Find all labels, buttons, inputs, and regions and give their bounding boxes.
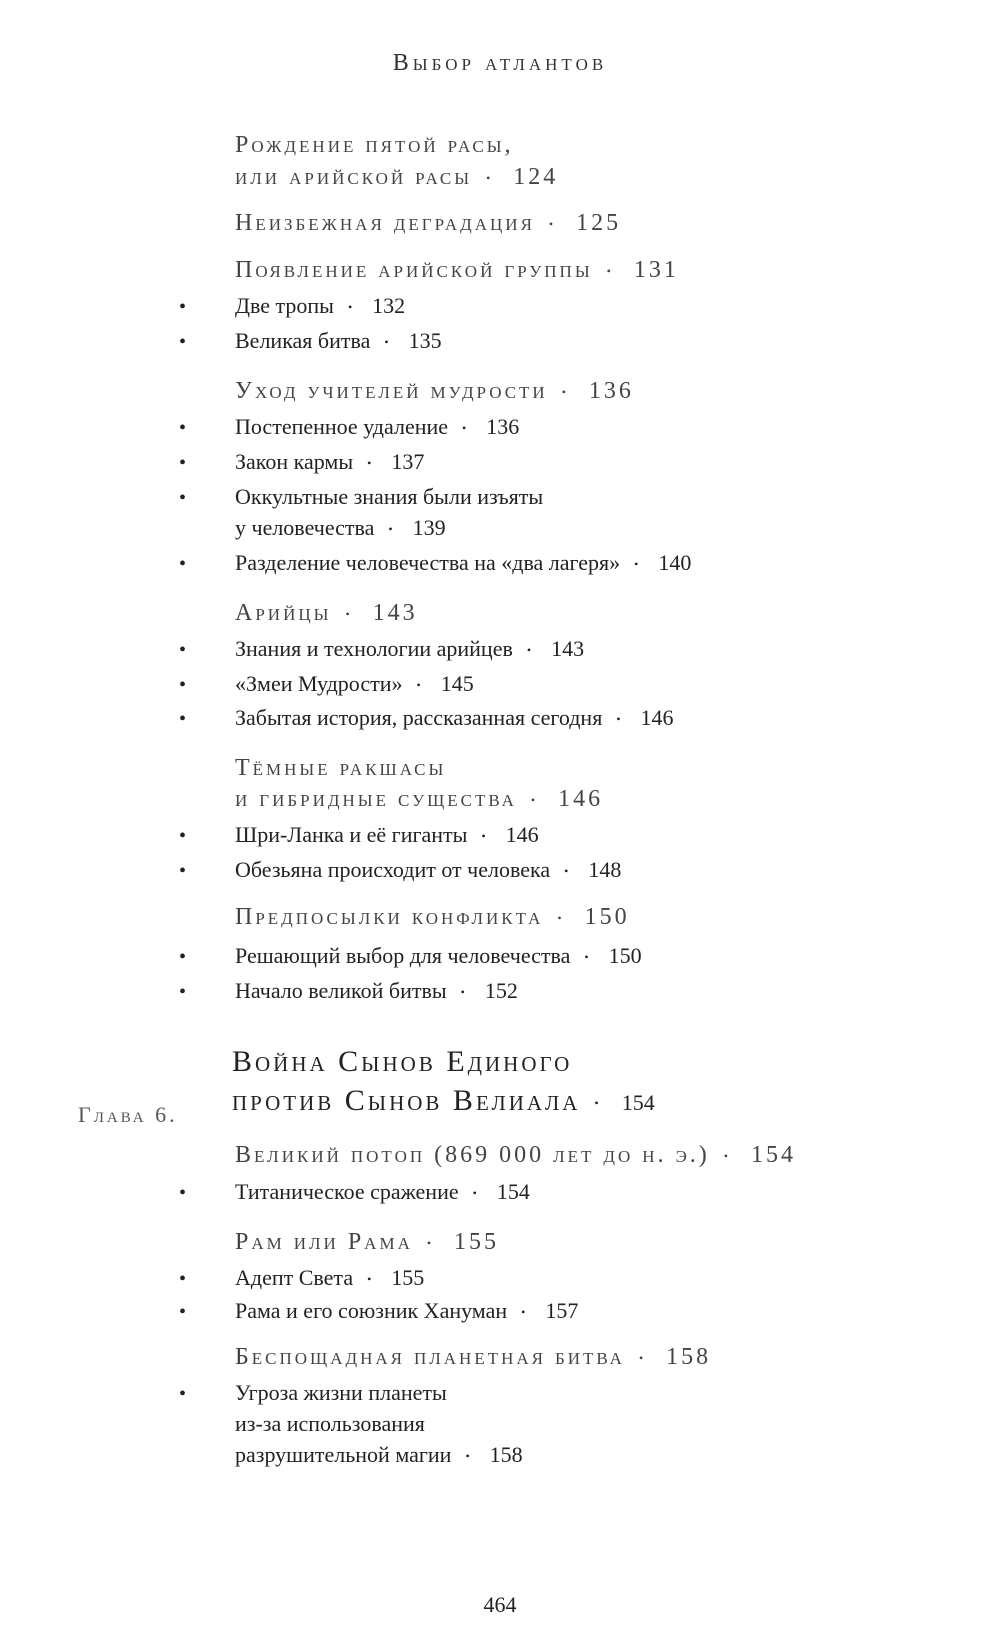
toc-item: разрушительной магии • 158 <box>235 1442 523 1467</box>
toc-item: Постепенное удаление • 136 <box>235 414 520 439</box>
page-ref: 143 <box>551 636 585 661</box>
toc-item: Адепт Света • 155 <box>235 1265 425 1290</box>
toc-item: Две тропы • 132 <box>235 293 406 318</box>
page-ref: 152 <box>484 978 518 1003</box>
chapter-title: против Сынов Велиала • 154 <box>232 1084 655 1117</box>
chapter-title: Война Сынов Единого <box>232 1045 573 1078</box>
toc-section: Предпосылки конфликта • 150 <box>235 904 630 930</box>
page-ref: 154 <box>496 1179 530 1204</box>
toc-item: Начало великой битвы • 152 <box>235 978 518 1003</box>
toc-section: Беспощадная планетная битва • 158 <box>235 1344 712 1370</box>
list-bullet: • <box>179 553 187 575</box>
page-ref: 140 <box>658 550 692 575</box>
toc-item: Титаническое сражение • 154 <box>235 1179 530 1204</box>
toc-item: Рама и его союзник Хануман • 157 <box>235 1298 579 1323</box>
toc-section-title: и гибридные существа • 146 <box>235 786 604 812</box>
page-ref: 154 <box>751 1142 796 1168</box>
list-bullet: • <box>179 487 187 509</box>
toc-section: Рам или Рама • 155 <box>235 1229 500 1255</box>
toc-item: Шри-Ланка и её гиганты • 146 <box>235 822 539 847</box>
toc-section-title: Рождение пятой расы, <box>235 132 514 158</box>
toc-item: Обезьяна происходит от человека • 148 <box>235 857 622 882</box>
list-bullet: • <box>179 296 187 318</box>
page-ref: 148 <box>588 857 622 882</box>
page-ref: 137 <box>391 449 425 474</box>
toc-section: Великий потоп (869 000 лет до н. э.) • 154 <box>235 1142 796 1168</box>
list-bullet: • <box>179 981 187 1003</box>
toc-section-title: или арийской расы • 124 <box>235 164 559 190</box>
toc-section: Уход учителей мудрости • 136 <box>235 378 634 404</box>
toc-section: Появление арийской группы • 131 <box>235 257 679 283</box>
page-ref: 146 <box>505 822 539 847</box>
page-ref: 131 <box>633 257 679 283</box>
toc-item: «Змеи Мудрости» • 145 <box>235 671 474 696</box>
page-ref: 154 <box>621 1090 655 1115</box>
toc-section-title: Тёмные ракшасы <box>235 755 447 781</box>
list-bullet: • <box>179 1301 187 1323</box>
toc-item: у человечества • 139 <box>235 515 446 540</box>
list-bullet: • <box>179 452 187 474</box>
chapter-label: Глава 6. <box>78 1102 178 1127</box>
list-bullet: • <box>179 417 187 439</box>
list-bullet: • <box>179 674 187 696</box>
page-ref: 155 <box>454 1229 500 1255</box>
page-ref: 150 <box>584 904 630 930</box>
page-ref: 146 <box>558 786 604 812</box>
page-ref: 139 <box>412 515 446 540</box>
page-ref: 136 <box>486 414 520 439</box>
page-ref: 143 <box>372 600 418 626</box>
list-bullet: • <box>179 708 187 730</box>
list-bullet: • <box>179 1182 187 1204</box>
toc-item: Великая битва • 135 <box>235 328 442 353</box>
toc-item: Угроза жизни планеты <box>235 1380 447 1405</box>
toc-item: из-за использования <box>235 1411 425 1436</box>
running-head: Выбор атлантов <box>392 50 608 76</box>
toc-item: Оккультные знания были изъяты <box>235 484 544 509</box>
page-ref: 157 <box>545 1298 579 1323</box>
page-ref: 135 <box>408 328 442 353</box>
toc-item: Знания и технологии арийцев • 143 <box>235 636 585 661</box>
page-ref: 136 <box>588 378 634 404</box>
page-ref: 124 <box>513 164 559 190</box>
page-ref: 146 <box>640 705 674 730</box>
list-bullet: • <box>179 825 187 847</box>
page-ref: 158 <box>489 1442 523 1467</box>
toc-section: Арийцы • 143 <box>235 600 418 626</box>
toc-section: Неизбежная деградация • 125 <box>235 210 622 236</box>
toc-item: Разделение человечества на «два лагеря» • 140 <box>235 550 692 575</box>
toc-item: Забытая история, рассказанная сегодня • 146 <box>235 705 674 730</box>
page-ref: 155 <box>391 1265 425 1290</box>
toc-item: Решающий выбор для человечества • 150 <box>235 943 642 968</box>
toc-item: Закон кармы • 137 <box>235 449 425 474</box>
page-ref: 150 <box>608 943 642 968</box>
page-ref: 125 <box>576 210 622 236</box>
list-bullet: • <box>179 860 187 882</box>
list-bullet: • <box>179 639 187 661</box>
list-bullet: • <box>179 946 187 968</box>
page-number: 464 <box>483 1592 517 1617</box>
list-bullet: • <box>179 1268 187 1290</box>
list-bullet: • <box>179 331 187 353</box>
list-bullet: • <box>179 1383 187 1405</box>
page-ref: 132 <box>372 293 406 318</box>
page-ref: 145 <box>440 671 474 696</box>
page-ref: 158 <box>666 1344 712 1370</box>
